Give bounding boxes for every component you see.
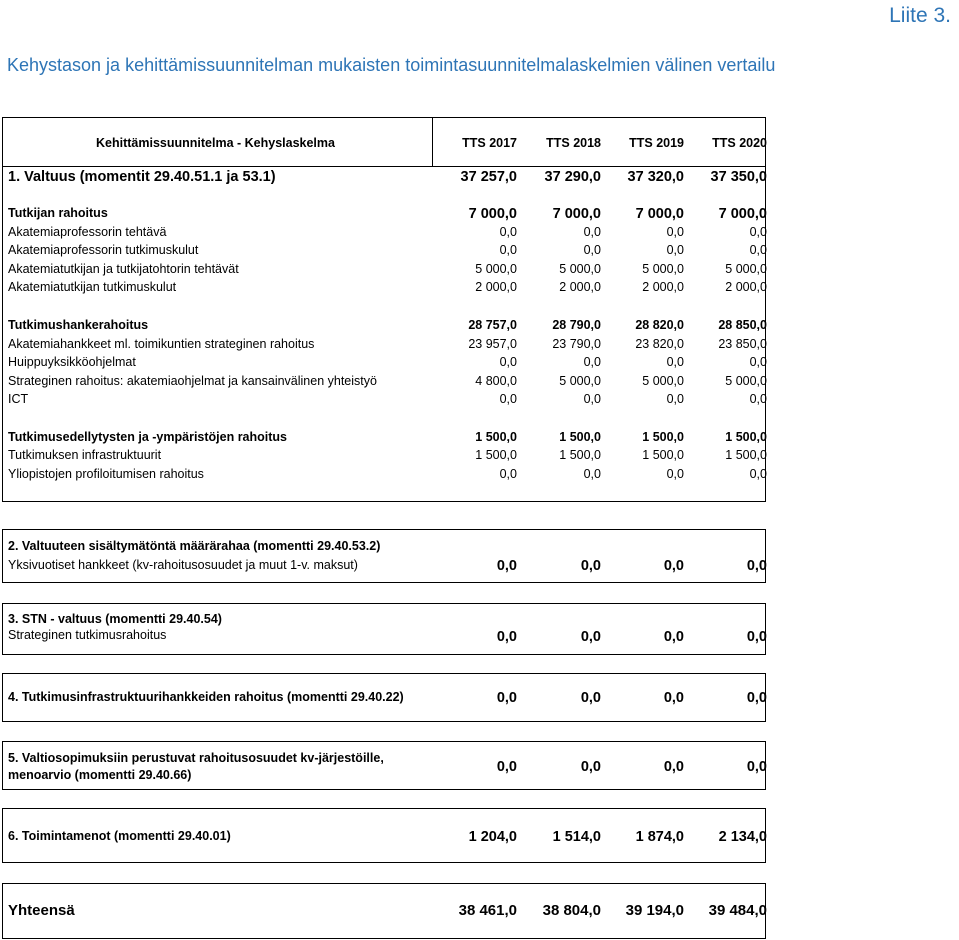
row-value: 4 800,0 [475,374,517,388]
row-label: Tutkijan rahoitus [8,206,108,220]
row-value: 0,0 [499,225,517,239]
row-value: 0,0 [583,225,601,239]
row-value: 5 000,0 [725,262,767,276]
page-title: Kehystason ja kehittämissuunnitelman mukaisten toimintasuunnitelmalaskelmien välinen vertailu [7,55,776,75]
row-value: 2 134,0 [718,829,767,845]
row-value: 37 290,0 [544,169,601,185]
row-value: 1 500,0 [559,448,601,462]
row-value: 0,0 [666,225,684,239]
row-label: Akatemiaprofessorin tehtävä [8,225,167,239]
row-value: 0,0 [666,355,684,369]
row-value: 0,0 [663,690,684,706]
row-value: 0,0 [580,558,601,574]
row-value: 28 757,0 [468,318,517,332]
header-year: TTS 2020 [712,136,767,150]
row-value: 0,0 [499,243,517,257]
row-value: 5 000,0 [642,262,684,276]
row-value: 1 500,0 [475,430,517,444]
row-value: 0,0 [496,690,517,706]
header-year: TTS 2019 [629,136,684,150]
row-value: 37 257,0 [460,169,517,185]
section-3-box [2,603,766,655]
row-value: 23 820,0 [635,337,684,351]
row-value: 2 000,0 [559,280,601,294]
section-title-text: 5. Valtiosopimuksiin perustuvat rahoitusosuudet kv-järjestöille, [8,751,384,765]
row-value: 37 350,0 [710,169,767,185]
row-value: 5 000,0 [559,374,601,388]
row-value: 0,0 [580,629,601,645]
row-value: 0,0 [666,467,684,481]
row-value: 1 500,0 [642,430,684,444]
row-label: Strateginen rahoitus: akatemiaohjelmat ja kansainvälinen yhteistyö [8,374,377,388]
row-value: 0,0 [496,558,517,574]
row-value: 0,0 [749,392,767,406]
row-label: Tutkimusedellytysten ja -ympäristöjen rahoitus [8,430,288,444]
row-value: 0,0 [746,558,767,574]
row-value: 0,0 [496,629,517,645]
row-value: 28 820,0 [635,318,684,332]
row-value: 0,0 [499,467,517,481]
section-2-box [2,529,766,583]
row-value: 0,0 [583,392,601,406]
row-value: 5 000,0 [725,374,767,388]
row-value: 0,0 [749,243,767,257]
row-value: 0,0 [663,629,684,645]
section-title-text: 3. STN - valtuus (momentti 29.40.54) [8,612,222,626]
row-value: 7 000,0 [552,206,601,222]
row-label: Strateginen tutkimusrahoitus [8,628,167,642]
row-value: 1 500,0 [725,448,767,462]
row-value: 0,0 [499,392,517,406]
header-year: TTS 2017 [462,136,517,150]
row-value: 1 514,0 [552,829,601,845]
row-value: 5 000,0 [475,262,517,276]
row-value: 0,0 [580,759,601,775]
row-value: 0,0 [663,759,684,775]
row-value: 23 790,0 [552,337,601,351]
section-4-box [2,673,766,722]
section-title-text: 4. Tutkimusinfrastruktuurihankkeiden rahoitus (momentti 29.40.22) [8,690,404,704]
row-value: 0,0 [746,690,767,706]
row-value: 23 957,0 [468,337,517,351]
row-label: Akatemiatutkijan tutkimuskulut [8,280,177,294]
total-box [2,883,766,939]
row-value: 2 000,0 [642,280,684,294]
row-value: 7 000,0 [635,206,684,222]
row-label: Tutkimushankerahoitus [8,318,149,332]
row-value: 1 500,0 [559,430,601,444]
row-value: 0,0 [583,355,601,369]
row-value: 5 000,0 [559,262,601,276]
row-value: 0,0 [580,690,601,706]
row-label: 1. Valtuus (momentit 29.40.51.1 ja 53.1) [8,169,276,185]
row-value: 2 000,0 [725,280,767,294]
row-value: 1 500,0 [642,448,684,462]
row-value: 2 000,0 [475,280,517,294]
row-value: 1 500,0 [475,448,517,462]
row-label: Akatemiaprofessorin tutkimuskulut [8,243,199,257]
row-label: Huippuyksikköohjelmat [8,355,136,369]
header-year: TTS 2018 [546,136,601,150]
total-value: 38 804,0 [542,902,601,919]
row-value: 5 000,0 [642,374,684,388]
row-value: 1 204,0 [468,829,517,845]
main-table [2,117,766,502]
section-title-text: 6. Toimintamenot (momentti 29.40.01) [8,829,231,843]
row-value: 7 000,0 [718,206,767,222]
row-label: Tutkimuksen infrastruktuurit [8,448,162,462]
section-6-box [2,808,766,863]
row-value: 0,0 [499,355,517,369]
row-value: 37 320,0 [627,169,684,185]
section-5-box [2,741,766,790]
row-label: ICT [8,392,29,406]
section-title-text: menoarvio (momentti 29.40.66) [8,768,192,782]
row-value: 0,0 [583,243,601,257]
total-value: 38 461,0 [458,902,517,919]
row-value: 0,0 [583,467,601,481]
row-value: 0,0 [666,243,684,257]
row-value: 0,0 [496,759,517,775]
row-value: 0,0 [666,392,684,406]
row-value: 7 000,0 [468,206,517,222]
header-label: Kehittämissuunnitelma - Kehyslaskelma [96,136,335,150]
row-value: 0,0 [746,629,767,645]
row-label: Yliopistojen profiloitumisen rahoitus [8,467,204,481]
row-label: Akatemiatutkijan ja tutkijatohtorin tehtävät [8,262,239,276]
row-value: 0,0 [749,355,767,369]
total-value: 39 194,0 [625,902,684,919]
appendix-label: Liite 3. [889,4,951,27]
row-value: 28 790,0 [552,318,601,332]
row-label: Yksivuotiset hankkeet (kv-rahoitusosuudet ja muut 1-v. maksut) [8,558,358,572]
total-value: 39 484,0 [708,902,767,919]
row-value: 0,0 [663,558,684,574]
total-label: Yhteensä [8,902,75,919]
section-title-text: 2. Valtuuteen sisältymätöntä määrärahaa (momentti 29.40.53.2) [8,539,381,553]
row-value: 1 874,0 [635,829,684,845]
row-value: 1 500,0 [725,430,767,444]
row-value: 23 850,0 [718,337,767,351]
row-label: Akatemiahankkeet ml. toimikuntien strateginen rahoitus [8,337,315,351]
row-value: 28 850,0 [718,318,767,332]
row-value: 0,0 [749,225,767,239]
row-value: 0,0 [749,467,767,481]
row-value: 0,0 [746,759,767,775]
